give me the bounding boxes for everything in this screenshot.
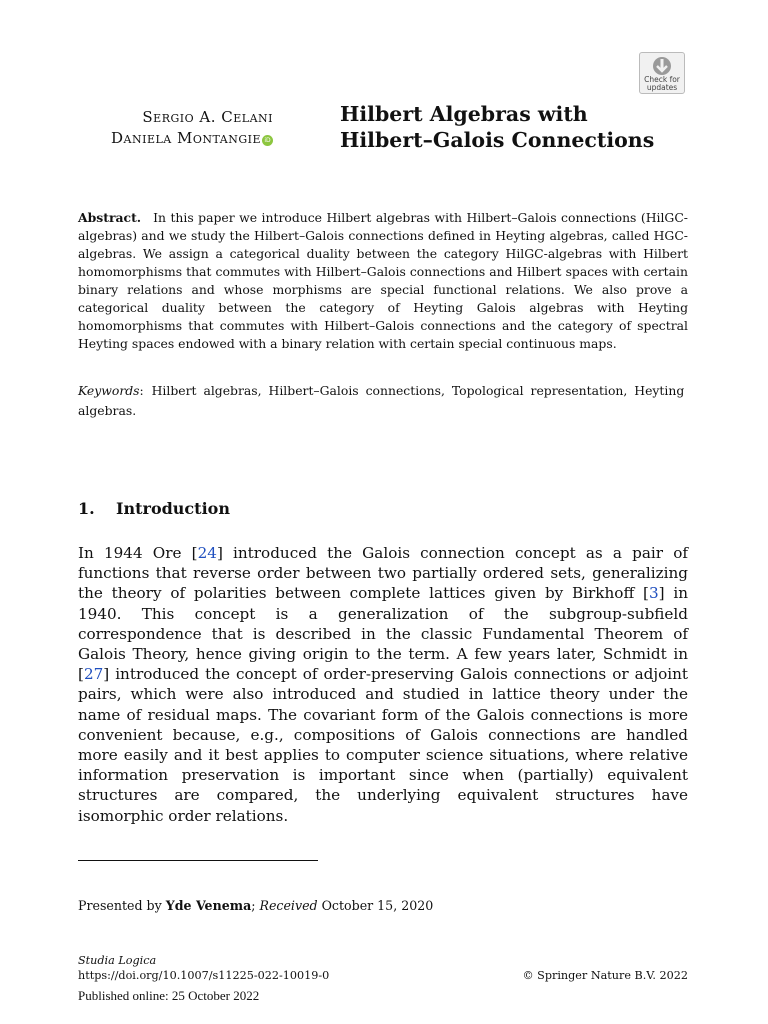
author-2-name: Daniela Montangie (111, 129, 261, 147)
intro-text: ] introduced the concept of order-preserving Galois connections or adjoint pairs, which were also introduced and studied in lattice theory under the name of residual maps. The covariant form of the Galois connections is more convenient because, e.g., compositions of Galois connections are handled more easily and it best applies to computer science situations, where relative information preservation is important since when (partially) equivalent structures are compared, the underlying equivalent structures have isomorphic order relations. (78, 665, 688, 825)
paper-title (340, 101, 700, 153)
title-line-2: Hilbert–Galois Connections (340, 128, 655, 152)
intro-text: ] in 1940. This concept is a generalization of the subgroup-subfield correspondence that is described in the classic Fundamental Theorem of Galois Theory, hence giving origin to the term. A few years later, Schmidt in [ (78, 584, 688, 684)
keywords-label: Keywords (78, 383, 140, 398)
published-online: Published online: 25 October 2022 (78, 988, 260, 1003)
badge-label-line1: Check for (644, 75, 680, 84)
journal-name: Studia Logica (78, 954, 157, 967)
citation-link[interactable]: 27 (83, 665, 104, 684)
section-number: 1. (78, 499, 95, 518)
abstract-text: In this paper we introduce Hilbert algebras with Hilbert–Galois connections (HilGC-algebras) and we study the Hilbert–Galois connections defined in Heyting algebras, called HGC-algebras. We assign a categorical duality between the category HilGC-algebras with Hilbert homomorphisms that commutes with Hilbert–Galois connections and Hilbert spaces with certain binary relations and whose morphisms are special functional relations. We also prove a categorical duality between the category of Heyting Galois algebras with Heyting homomorphisms that commutes with Hilbert–Galois connections and the category of spectral Heyting spaces endowed with a binary relation with certain special continuous maps. (78, 210, 688, 351)
copyright: © Springer Nature B.V. 2022 (522, 969, 688, 982)
abstract-label: Abstract. (78, 210, 142, 225)
footnote: Presented by Yde Venema; Received October 15, 2020 (78, 898, 434, 913)
section-title: Introduction (116, 499, 230, 518)
section-heading (78, 499, 230, 518)
presented-prefix: Presented by (78, 898, 162, 913)
keywords-items: Hilbert algebras, Hilbert–Galois connections, Topological representation, Heyting algebras. (78, 383, 685, 418)
badge-label-line2: updates (646, 83, 678, 92)
introduction-paragraph (78, 543, 688, 826)
check-for-updates-badge[interactable] (639, 52, 685, 94)
citation-link[interactable]: 3 (648, 584, 659, 603)
doi-link[interactable]: https://doi.org/10.1007/s11225-022-10019-0 (78, 969, 330, 982)
abstract (78, 209, 688, 353)
intro-text: ] introduced the Galois connection concept as a pair of functions that reverse order between two partially ordered sets, generalizing the theory of polarities between complete lattices given by Birkhoff [ (78, 544, 688, 603)
title-line-1: Hilbert Algebras with (340, 102, 588, 126)
received-date: October 15, 2020 (321, 898, 434, 913)
editor-name: Yde Venema (165, 898, 252, 913)
orcid-icon[interactable]: iD (262, 135, 273, 146)
check-for-updates-icon (651, 56, 673, 76)
footnote-rule (78, 860, 318, 861)
citation-link[interactable]: 24 (197, 544, 217, 562)
intro-text: In 1944 Ore [ (78, 544, 198, 562)
keywords: Keywords: Hilbert algebras, Hilbert–Galois connections, Topological representation, Heyting algebras. (78, 383, 685, 418)
author-2 (78, 129, 273, 147)
received-label: Received (259, 898, 318, 913)
author-1: Sergio A. Celani (142, 108, 273, 126)
